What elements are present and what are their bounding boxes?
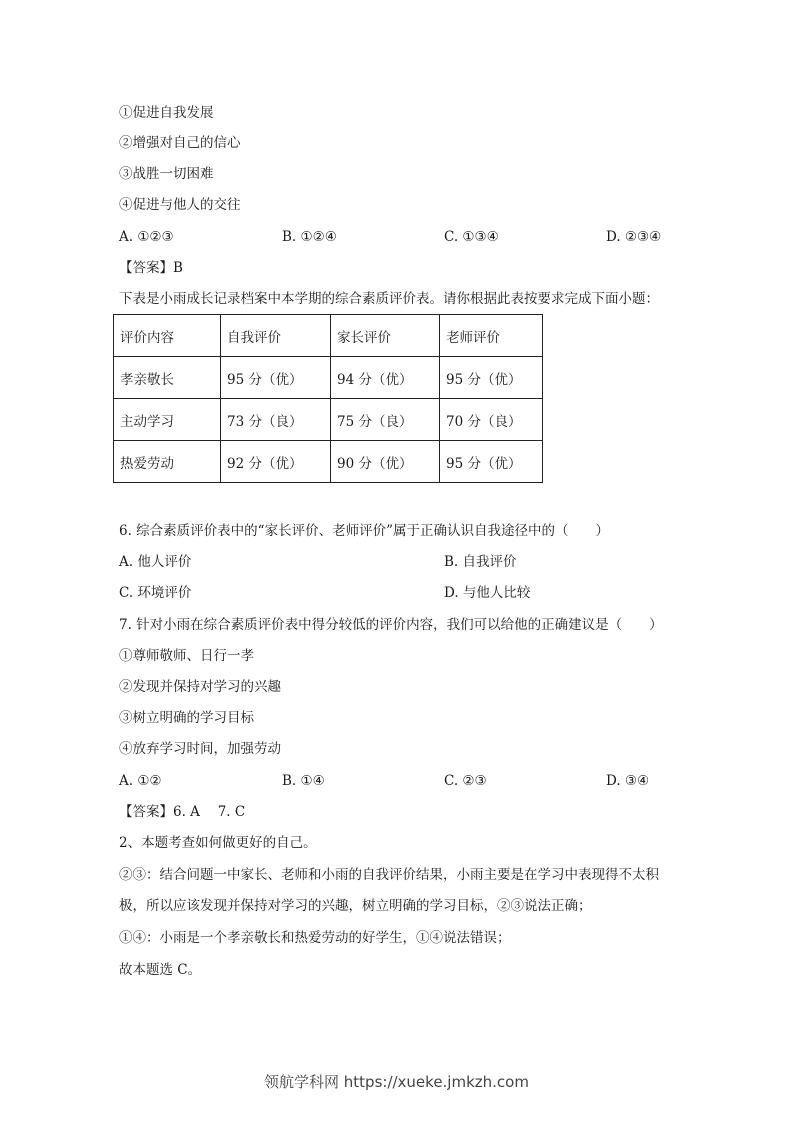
q7-item-1: ①尊师敬师、日行一孝 bbox=[119, 648, 254, 664]
q5-answer: 【答案】B bbox=[119, 260, 183, 276]
q7-item-3: ③树立明确的学习目标 bbox=[119, 710, 254, 726]
table-cell: 92 分（优） bbox=[221, 441, 331, 483]
q7-item-2: ②发现并保持对学习的兴趣 bbox=[119, 679, 281, 695]
q7-option-b: B. ①④ bbox=[282, 773, 325, 789]
table-cell: 95 分（优） bbox=[221, 357, 331, 399]
q7-option-c: C. ②③ bbox=[444, 773, 487, 789]
table-cell: 95 分（优） bbox=[440, 357, 543, 399]
table-cell: 热爱劳动 bbox=[114, 441, 221, 483]
evaluation-table bbox=[113, 314, 543, 483]
q7-option-a: A. ①② bbox=[119, 773, 162, 789]
q6-option-a: A. 他人评价 bbox=[119, 554, 192, 570]
explanation-line: 故本题选 C。 bbox=[119, 962, 202, 978]
table-row bbox=[114, 441, 543, 483]
explanation-line: 2、本题考查如何做更好的自己。 bbox=[119, 835, 317, 851]
q6-option-b: B. 自我评价 bbox=[444, 554, 517, 570]
table-cell: 90 分（优） bbox=[331, 441, 440, 483]
table-cell: 70 分（良） bbox=[440, 399, 543, 441]
table-cell: 73 分（良） bbox=[221, 399, 331, 441]
q7-item-4: ④放弃学习时间，加强劳动 bbox=[119, 741, 281, 757]
q6-stem: 6. 综合素质评价表中的“家长评价、老师评价”属于正确认识自我途径中的（ ） bbox=[119, 523, 609, 539]
q6-option-d: D. 与他人比较 bbox=[444, 585, 531, 601]
footer-watermark: 领航学科网 https://xueke.jmkzh.com bbox=[264, 1073, 529, 1091]
q5-option-a: A. ①②③ bbox=[119, 229, 174, 245]
table-header-cell: 自我评价 bbox=[221, 315, 331, 357]
explanation-line: ①④：小雨是一个孝亲敬长和热爱劳动的好学生，①④说法错误； bbox=[119, 930, 511, 946]
table-header-cell: 评价内容 bbox=[114, 315, 221, 357]
table-header-cell: 家长评价 bbox=[331, 315, 440, 357]
q5-item-3: ③战胜一切困难 bbox=[119, 166, 214, 182]
q5-option-c: C. ①③④ bbox=[444, 229, 499, 245]
explanation-line: ②③：结合问题一中家长、老师和小雨的自我评价结果，小雨主要是在学习中表现得不太积 bbox=[119, 867, 659, 883]
table-cell: 94 分（优） bbox=[331, 357, 440, 399]
q6-option-c: C. 环境评价 bbox=[119, 585, 192, 601]
table-cell: 95 分（优） bbox=[440, 441, 543, 483]
q5-item-2: ②增强对自己的信心 bbox=[119, 135, 241, 151]
explanation-line: 极，所以应该发现并保持对学习的兴趣，树立明确的学习目标，②③说法正确； bbox=[119, 898, 592, 914]
table-row bbox=[114, 399, 543, 441]
table-intro: 下表是小雨成长记录档案中本学期的综合素质评价表。请你根据此表按要求完成下面小题： bbox=[119, 291, 659, 307]
table-row bbox=[114, 357, 543, 399]
q5-option-b: B. ①②④ bbox=[282, 229, 337, 245]
q7-stem: 7. 针对小雨在综合素质评价表中得分较低的评价内容，我们可以给他的正确建议是（ ） bbox=[119, 617, 663, 633]
table-cell: 孝亲敬长 bbox=[114, 357, 221, 399]
q5-item-1: ①促进自我发展 bbox=[119, 105, 214, 121]
table-header-cell: 老师评价 bbox=[440, 315, 543, 357]
q5-item-4: ④促进与他人的交往 bbox=[119, 197, 241, 213]
table-cell: 75 分（良） bbox=[331, 399, 440, 441]
table-header-row bbox=[114, 315, 543, 357]
answer-6-7: 【答案】6. A 7. C bbox=[119, 804, 246, 820]
table-cell: 主动学习 bbox=[114, 399, 221, 441]
q7-option-d: D. ③④ bbox=[606, 773, 650, 789]
q5-option-d: D. ②③④ bbox=[606, 229, 662, 245]
